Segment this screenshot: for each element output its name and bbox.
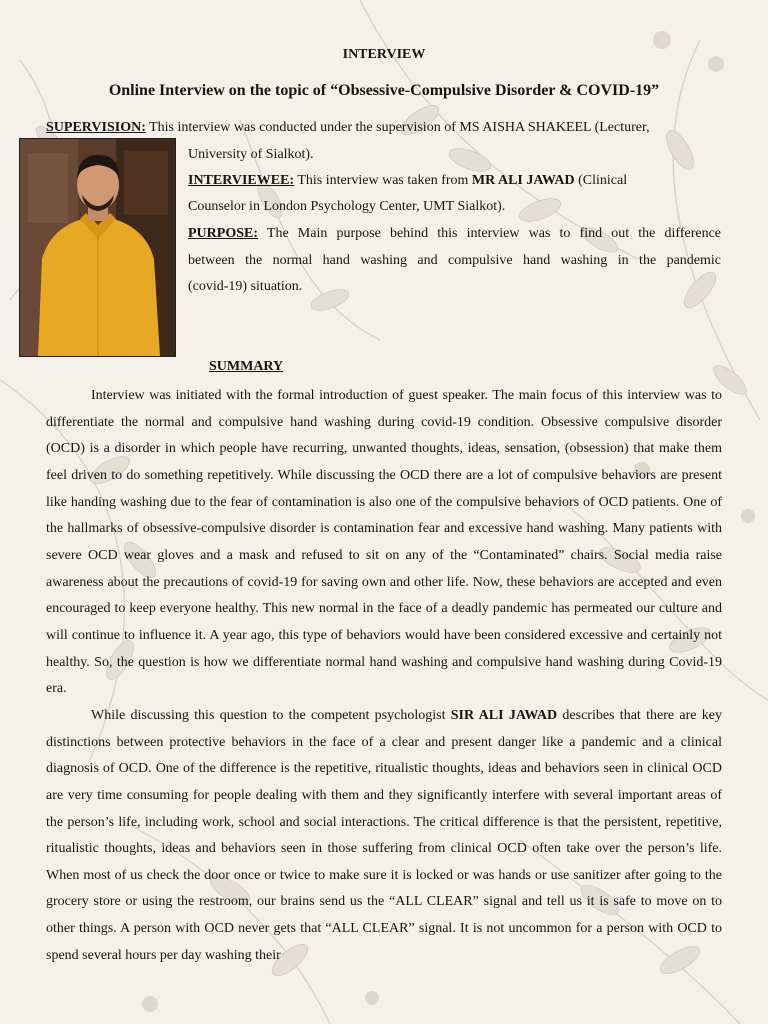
interviewee-text-after: (Clinical bbox=[574, 173, 628, 188]
purpose-text: The Main purpose behind this interview was to find out the difference bbox=[258, 226, 721, 241]
document-subtitle: Online Interview on the topic of “Obsessive-Compulsive Disorder & COVID-19” bbox=[108, 82, 660, 99]
interviewee-text-continued: Counselor in London Psychology Center, UMT Sialkot). bbox=[188, 199, 506, 214]
supervision-line bbox=[46, 118, 650, 138]
summary-paragraph-1: Interview was initiated with the formal introduction of guest speaker. The main focus of this interview was to differentiate the normal and compulsive hand washing during covid-19 condition. Obsessive compulsive disorder (OCD) is a disorder in which people have recurring, unwanted thoughts, ideas, sensation, (obsession) that make them feel driven to do something repetitively. While discussing the OCD there are a lot of compulsive behaviors are present like handing washing due to the fear of contamination is also one of the compulsive behaviors of OCD patients. One of the hallmarks of obsessive-compulsive disorder is contamination fear and excessive hand washing. Many patients with severe OCD wear gloves and a mask and refused to sit on any of the “Contaminated” chairs. Social media raise awareness about the precautions of covid-19 for saving own and other life. Now, these behaviors are accepted and even encouraged to keep everyone healthy. This new normal in the face of a deadly pandemic has permeated our culture and will continue to influence it. A year ago, this type of behaviors would have been considered excessive and certainly not healthy. So, the question is how we differentiate normal hand washing and compulsive hand washing during Covid-19 era. bbox=[46, 388, 722, 697]
purpose-text-line3: (covid-19) situation. bbox=[188, 279, 303, 294]
interviewee-label: INTERVIEWEE: bbox=[188, 173, 295, 188]
purpose-line bbox=[188, 224, 721, 244]
interviewee-photo bbox=[19, 138, 176, 357]
summary-heading: SUMMARY bbox=[209, 359, 284, 374]
document-title: INTERVIEW bbox=[342, 47, 426, 62]
purpose-label: PURPOSE: bbox=[188, 226, 258, 241]
interviewee-text: This interview was taken from bbox=[294, 173, 472, 188]
supervision-label: SUPERVISION: bbox=[46, 120, 146, 135]
psychologist-name: SIR ALI JAWAD bbox=[450, 707, 558, 723]
paragraph-2-text: While discussing this question to the competent psychologist bbox=[91, 707, 451, 723]
paragraph-2-text-continued: describes that there are key distinctions between protective behaviors in the face of a clear and present danger like a pandemic and a clinical diagnosis of OCD. One of the difference is the repetitive, ritualistic thoughts, ideas and behaviors seen in clinical OCD are very time consuming for people dealing with them and they significantly interfere with several important areas of the person’s life, including work, school and social interactions. The critical difference is that the persistent, repetitive, ritualistic thoughts, ideas and behaviors seen in those suffering from clinical OCD often take over the person’s life. When most of us check the door once or twice to make sure it is locked or was hands or use sanitizer after going to the grocery store or using the restroom, our brains send us the “ALL CLEAR” signal and tell us it is safe to move on to other things. A person with OCD never gets that “ALL CLEAR” signal. It is not uncommon for a person with OCD to spend several hours per day washing their bbox=[46, 707, 723, 963]
interviewee-name: MR ALI JAWAD bbox=[471, 173, 575, 188]
summary-body bbox=[46, 383, 722, 969]
supervision-text-continued: University of Sialkot). bbox=[188, 147, 314, 162]
interviewee-line bbox=[188, 171, 627, 191]
purpose-text-line2: between the normal hand washing and compulsive hand washing in the pandemic bbox=[188, 253, 721, 268]
supervision-text: This interview was conducted under the supervision of MS AISHA SHAKEEL (Lecturer, bbox=[145, 120, 650, 135]
summary-paragraph-2 bbox=[46, 703, 722, 970]
